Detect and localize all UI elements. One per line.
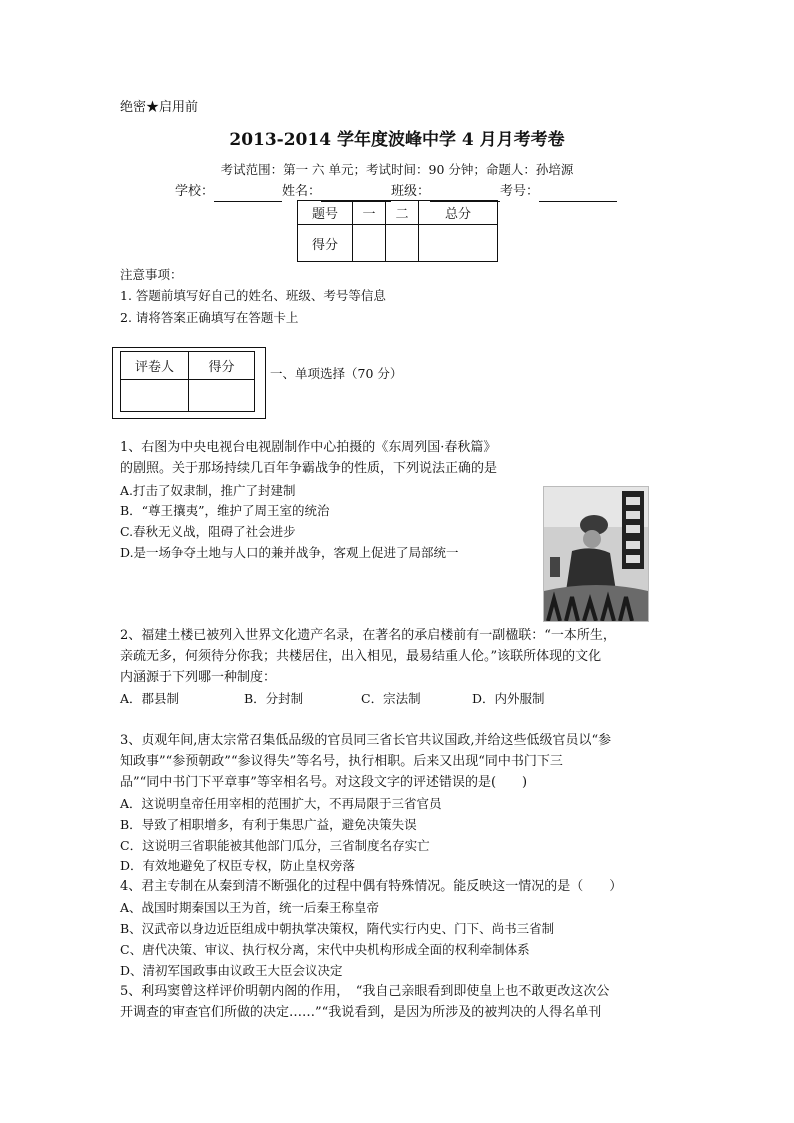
name-label: 姓名：	[282, 184, 322, 199]
question-line: 1、右图为中央电视台电视剧制作中心拍摄的《东周列国·春秋篇》	[120, 440, 497, 455]
secret-mark: 绝密★启用前	[120, 100, 199, 115]
option: C．宗法制	[361, 691, 421, 706]
option: B．分封制	[244, 691, 304, 706]
option: A.打击了奴隶制，推广了封建制	[120, 483, 296, 498]
info-fields	[175, 182, 617, 202]
notes-item: 1. 答题前填写好自己的姓名、班级、考号等信息	[120, 288, 386, 303]
question-line: 知政事”“参预朝政”“参议得失”等名号，执行相职。后来又出现“同中书门下三	[120, 754, 563, 769]
option: A、战国时期秦国以王为首，统一后秦王称皇帝	[120, 900, 380, 915]
drama-still-photo	[543, 486, 649, 622]
option: D．内外服制	[472, 691, 545, 706]
question-line: 5、利玛窦曾这样评价明朝内阁的作用， “我自己亲眼看到即使皇上也不敢更改这次公	[120, 984, 610, 999]
option: B．导致了相职增多，有利于集思广益，避免决策失误	[120, 817, 417, 832]
score-row-label: 得分	[298, 225, 353, 262]
score-cell-part2[interactable]	[386, 225, 419, 262]
score-header-total: 总分	[419, 201, 498, 225]
option: B、汉武帝以身边近臣组成中朝执掌决策权，隋代实行内史、门下、尚书三省制	[120, 921, 555, 936]
option: D.是一场争夺土地与人口的兼并战争，客观上促进了局部统一	[120, 545, 459, 560]
class-label: 班级：	[391, 184, 431, 199]
option: C．这说明三省职能被其他部门瓜分，三省制度名存实亡	[120, 838, 430, 853]
notes-heading: 注意事项：	[120, 267, 183, 282]
question-line: 品”“同中书门下平章事”等宰相名号。对这段文字的评述错误的是( )	[120, 775, 528, 790]
question-line: 亲疏无多，何须待分你我；共楼居住，出入相见，最易结重人伦。”该联所体现的文化	[120, 649, 602, 664]
score-header-question: 题号	[298, 201, 353, 225]
grader-cell-score[interactable]	[189, 380, 255, 412]
section-title: 一、单项选择（70 分）	[270, 366, 403, 381]
grader-header-reviewer: 评卷人	[121, 352, 189, 380]
grader-table	[120, 351, 255, 412]
exam-title: 2013-2014 学年度波峰中学 4 月月考考卷	[229, 130, 565, 150]
option: D、清初军国政事由议政王大臣会议决定	[120, 963, 343, 978]
school-blank[interactable]	[214, 187, 282, 202]
school-label: 学校：	[175, 184, 215, 199]
question-line: 3、贞观年间,唐太宗常召集低品级的官员同三省长官共议国政,并给这些低级官员以“参	[120, 733, 612, 748]
score-table	[297, 200, 498, 262]
score-cell-total[interactable]	[419, 225, 498, 262]
exam-number-label: 考号：	[500, 184, 540, 199]
option: B．“尊王攘夷”，维护了周王室的统治	[120, 503, 330, 518]
option: A．郡县制	[120, 691, 180, 706]
drama-still-image	[544, 487, 648, 621]
score-header-part2: 二	[386, 201, 419, 225]
question-line: 的剧照。关于那场持续几百年争霸战争的性质，下列说法正确的是	[120, 461, 498, 476]
question-line: 开调查的审查官们所做的决定……”“我说看到，是因为所涉及的被判决的人得名单刊	[120, 1005, 602, 1020]
exam-scope-line: 考试范围：第一 六 单元；考试时间：90 分钟；命题人：孙培源	[220, 162, 574, 177]
grader-header-score: 得分	[189, 352, 255, 380]
notes-item: 2. 请将答案正确填写在答题卡上	[120, 310, 299, 325]
score-header-part1: 一	[353, 201, 386, 225]
question-line: 4、君主专制在从秦到清不断强化的过程中偶有特殊情况。能反映这一情况的是（ ）	[120, 879, 623, 894]
question-line: 内涵源于下列哪一种制度：	[120, 670, 277, 685]
exam-number-blank[interactable]	[539, 187, 617, 202]
option: C、唐代决策、审议、执行权分离，宋代中央机构形成全面的权利牵制体系	[120, 942, 530, 957]
option: D．有效地避免了权臣专权，防止皇权旁落	[120, 858, 356, 873]
grader-cell-reviewer[interactable]	[121, 380, 189, 412]
score-cell-part1[interactable]	[353, 225, 386, 262]
option: C.春秋无义战，阻碍了社会进步	[120, 524, 296, 539]
option: A．这说明皇帝任用宰相的范围扩大，不再局限于三省官员	[120, 796, 442, 811]
question-line: 2、福建土楼已被列入世界文化遗产名录，在著名的承启楼前有一副楹联：“一本所生，	[120, 628, 616, 643]
